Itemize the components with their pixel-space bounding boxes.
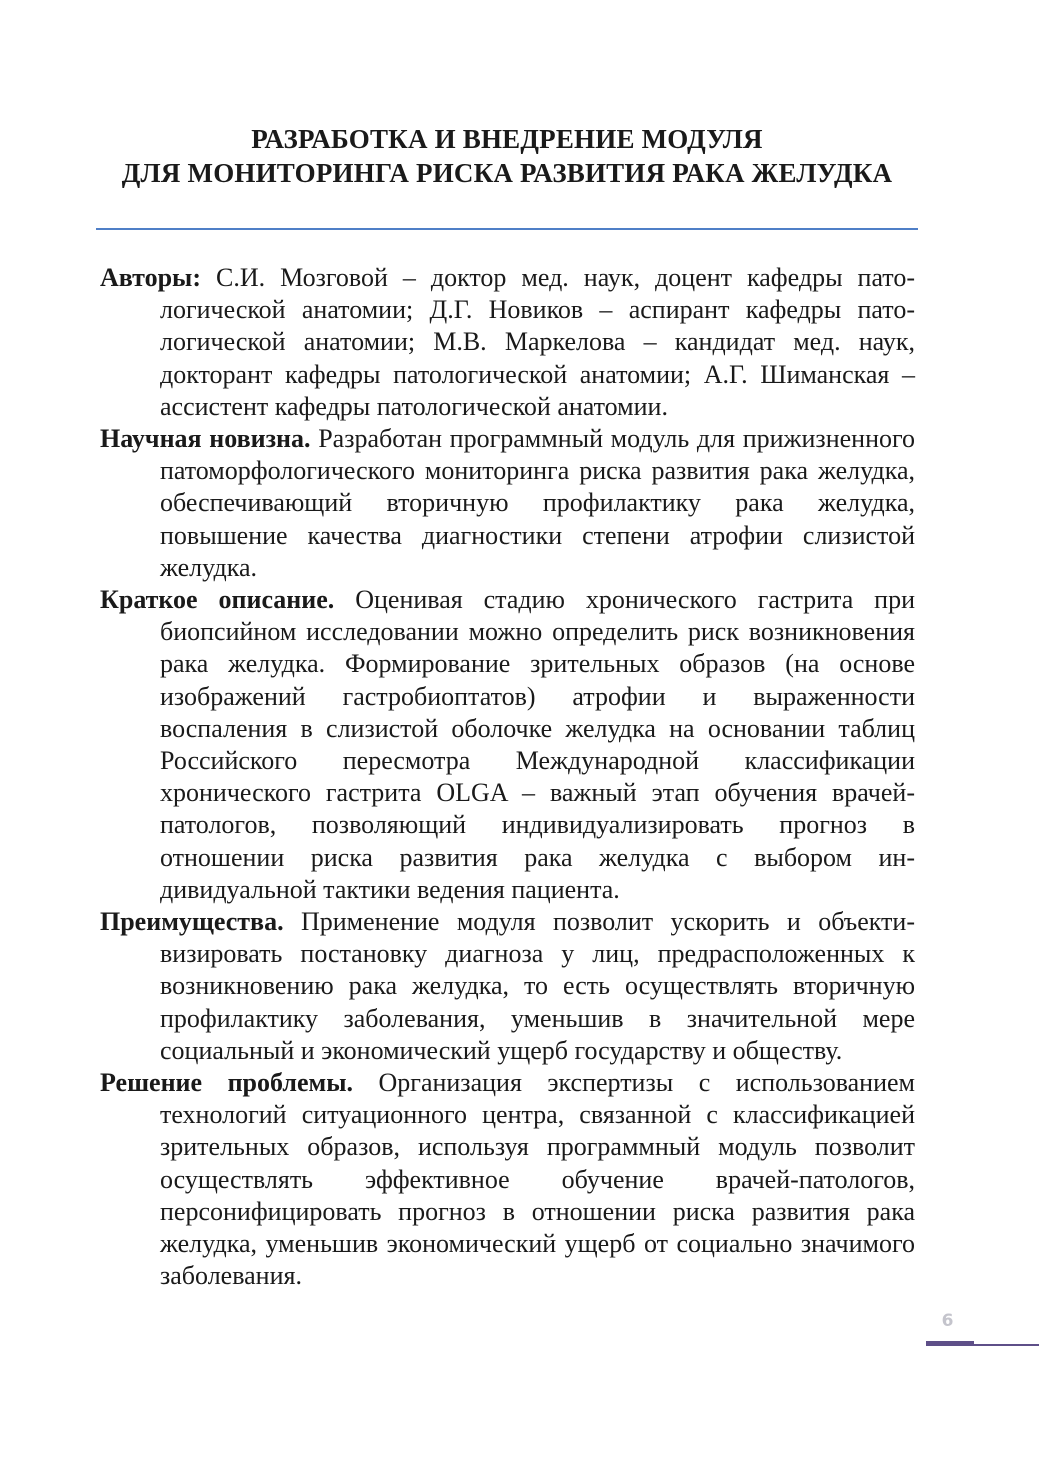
section-text: Применение модуля позволит ускорить и объективизировать постановку диагноза у лиц, предрасположенных к возникновению рака желудка, то есть осуществлять вторичную профилактику заболевания, уменьшив в значительной мере социальный и экономический ущерб государству и обществу. — [160, 907, 916, 1065]
document-title — [96, 122, 918, 190]
section-label: Авторы: — [100, 263, 202, 292]
section-label: Краткое описание. — [100, 585, 335, 615]
section-authors — [100, 262, 915, 423]
section-text: Разработан программный модуль для прижизненного патоморфологического мониторинга риска развития рака желудка, обеспечивающий вторичную профилактику рака желудка, повышение качества диагностики степени атрофии слизистой желудка. — [160, 424, 915, 582]
title-line-1: РАЗРАБОТКА И ВНЕДРЕНИЕ МОДУЛЯ — [251, 124, 763, 154]
footer-accent-bar — [926, 1341, 974, 1346]
section-label: Решение проблемы. — [100, 1068, 353, 1098]
section-solution — [100, 1067, 915, 1292]
document-body — [100, 262, 915, 1293]
section-advantages — [100, 906, 915, 1067]
footer-accent-line — [974, 1344, 1039, 1346]
section-text: С.И. Мозговой – доктор мед. наук, доцент кафедры патологической анатомии; Д.Г. Новиков – аспирант кафедры патологической анатомии; М.В. Маркелова – кандидат мед. наук, докторант кафедры патологической анатомии; А.Г. Шиманская – ассистент кафедры патологической анатомии. — [160, 263, 915, 421]
section-label: Преимущества. — [100, 907, 284, 937]
title-line-2: ДЛЯ МОНИТОРИНГА РИСКА РАЗВИТИЯ РАКА ЖЕЛУДКА — [121, 158, 893, 188]
section-novelty — [100, 423, 915, 584]
section-text: Организация экспертизы с использованием технологий ситуационного центра, связанной с классификацией зрительных образов, используя программный модуль позволит осуществлять эффективное обучение врачей-патологов, персонифицировать прогноз в отношении риска развития рака желудка, уменьшив экономический ущерб от социально значимого заболевания. — [160, 1068, 916, 1291]
section-description — [100, 584, 915, 906]
page-number: 6 — [941, 1311, 953, 1331]
section-label: Научная новизна. — [100, 424, 311, 454]
section-text: Оценивая стадию хронического гастрита при биопсийном исследовании можно определить риск возникновения рака желудка. Формирование зрительных образов (на основе изображений гастробиоптатов) атрофии и выраженности воспаления в слизистой оболочке желудка на основании таблиц Российского пересмотра Международной классификации хронического гастрита OLGA – важный этап обучения врачей-патологов, позволяющий индивидуализировать прогноз в отношении риска развития рака желудка с выбором индивидуальной тактики ведения пациента. — [160, 585, 915, 904]
title-divider — [96, 228, 918, 230]
